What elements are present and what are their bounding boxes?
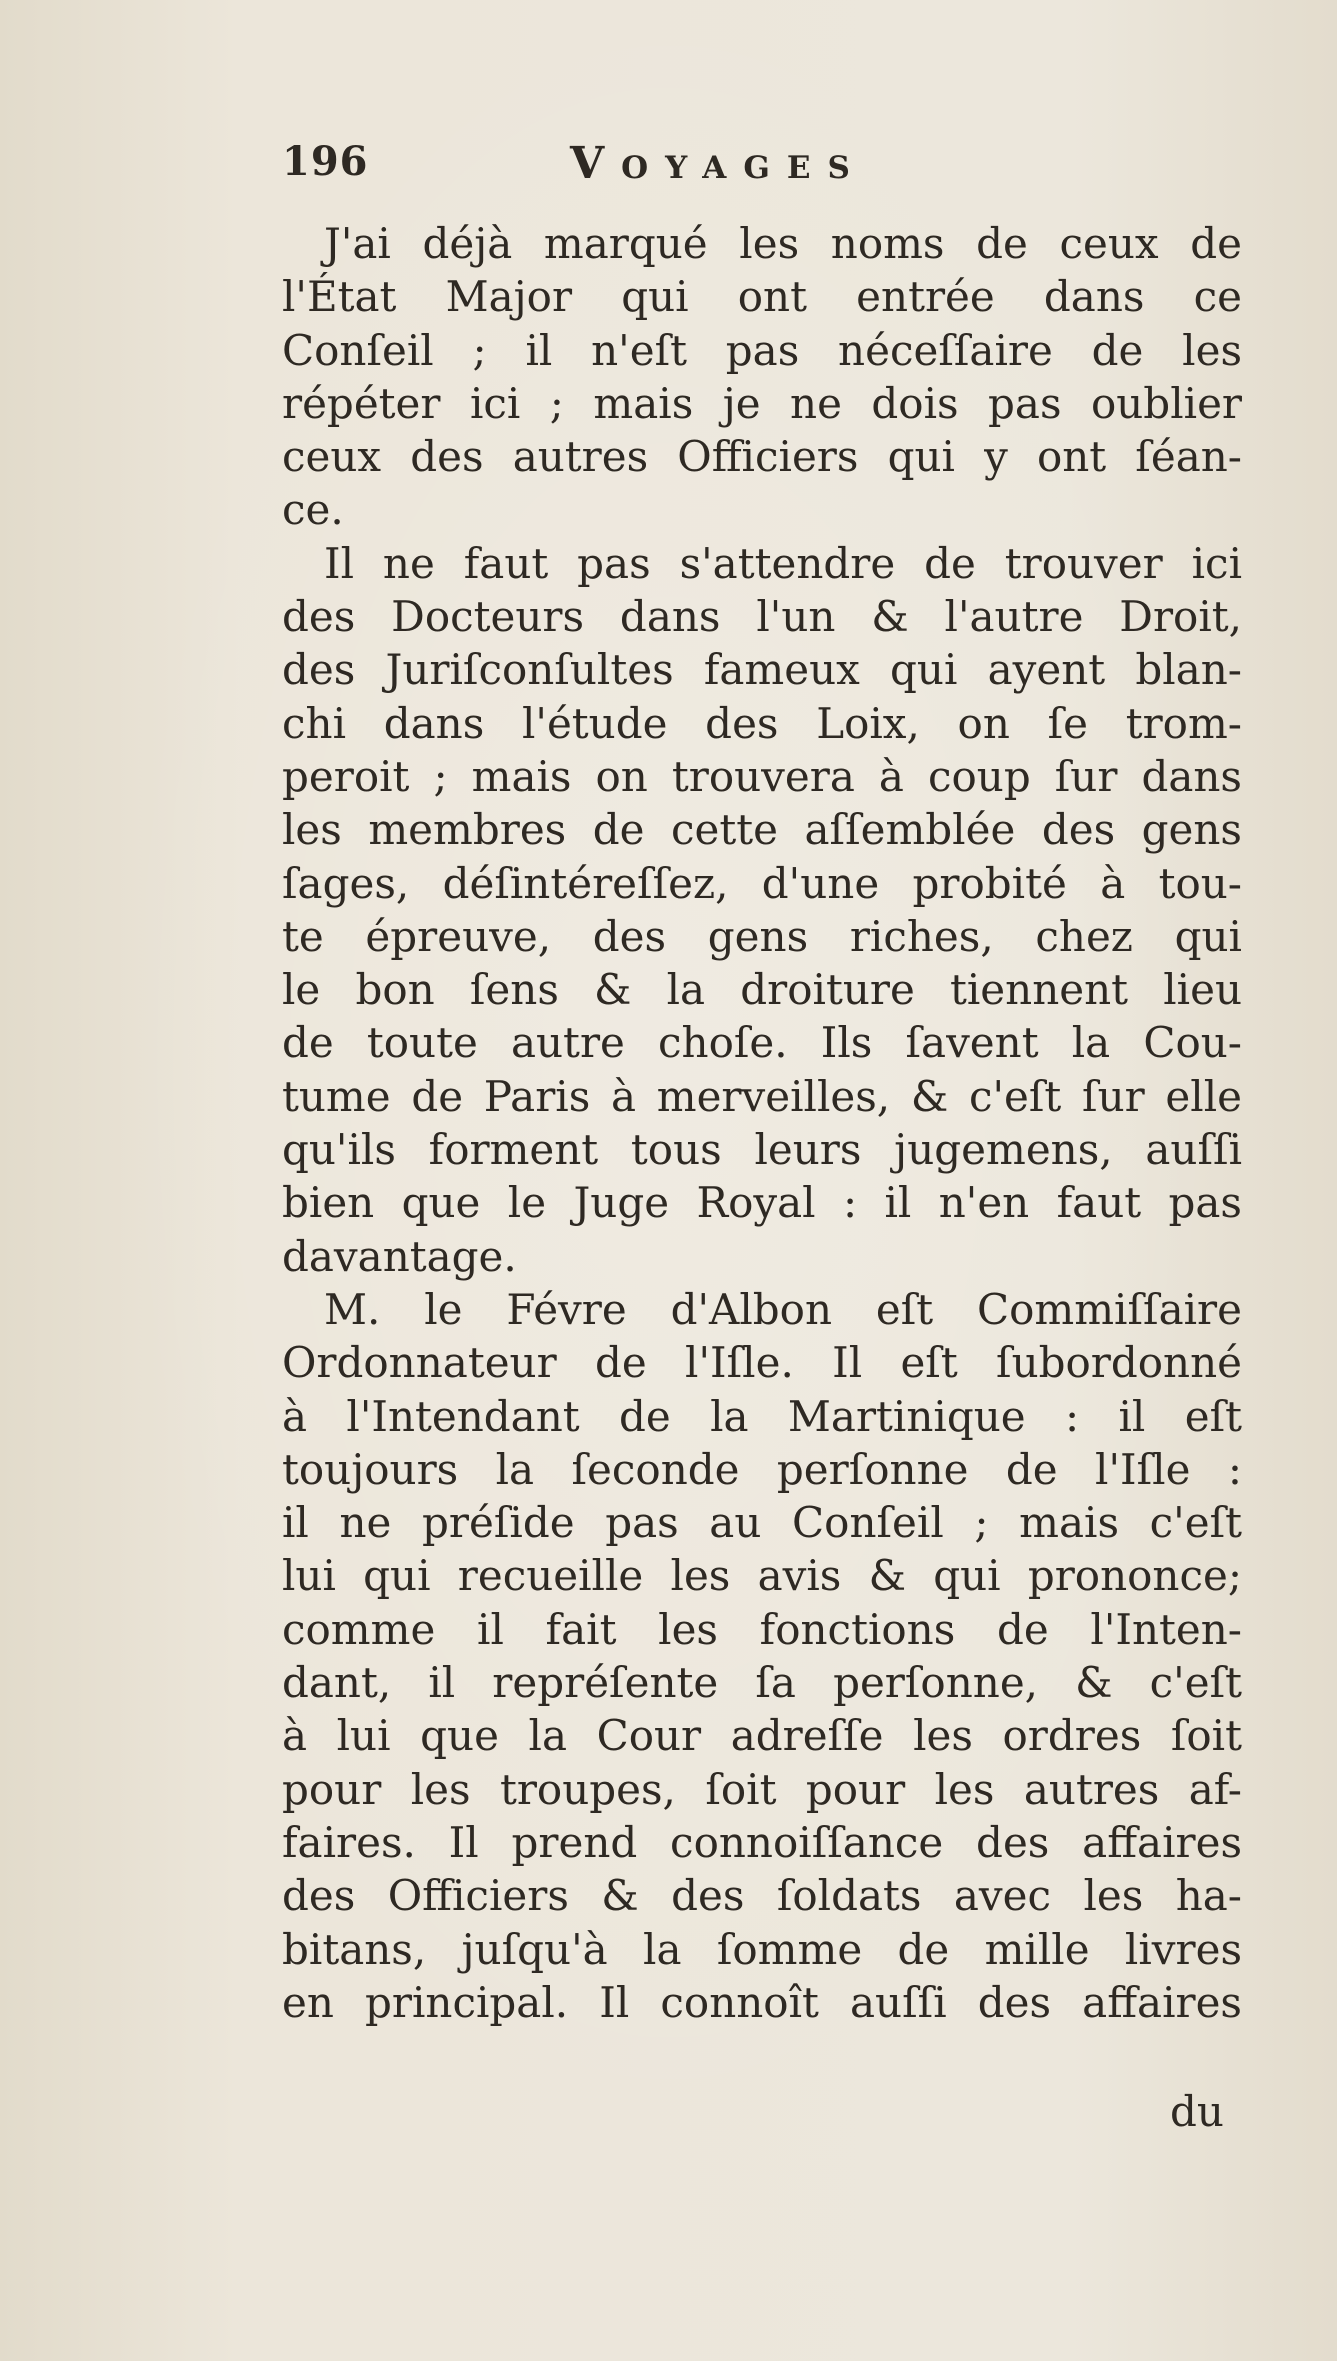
text-line: lui qui recueille les avis & qui prononce; (282, 1551, 1242, 1601)
text-line: l'État Major qui ont entrée dans ce (282, 272, 1242, 322)
text-line: des Juriſconſultes fameux qui ayent blan- (282, 645, 1242, 695)
text-line: ſages, déſintéreſſez, d'une probité à tou- (282, 858, 1242, 908)
text-line: J'ai déjà marqué les noms de ceux de (324, 219, 1242, 268)
body-text (282, 217, 1242, 2029)
catchword: du (1170, 2087, 1224, 2136)
text-line: te épreuve, des gens riches, chez qui (282, 911, 1242, 961)
text-line: à l'Intendant de la Martinique : il eſt (282, 1391, 1242, 1441)
text-line: il ne préſide pas au Conſeil ; mais c'eſt (282, 1498, 1242, 1548)
text-line: dant, il repréſente ſa perſonne, & c'eſt (282, 1658, 1242, 1708)
text-line: M. le Févre d'Albon eſt Commiſſaire (324, 1284, 1242, 1334)
text-line: des Officiers & des ſoldats avec les ha- (282, 1871, 1242, 1921)
text-line: à lui que la Cour adreſſe les ordres ſoit (282, 1711, 1242, 1761)
text-line: des Docteurs dans l'un & l'autre Droit, (282, 592, 1242, 642)
text-line: de toute autre choſe. Ils ſavent la Cou- (282, 1018, 1242, 1068)
text-line: le bon ſens & la droiture tiennent lieu (282, 965, 1242, 1015)
text-line: toujours la ſeconde perſonne de l'Iſle : (282, 1444, 1242, 1494)
text-line: pour les troupes, ſoit pour les autres af- (282, 1764, 1242, 1814)
text-line: comme il fait les fonctions de l'Inten- (282, 1604, 1242, 1654)
page-header (282, 138, 982, 208)
text-line: ceux des autres Officiers qui y ont ſéan- (282, 432, 1242, 482)
text-line: faires. Il prend connoiſſance des affaires (282, 1817, 1242, 1867)
page-number: 196 (282, 138, 369, 185)
text-line: les membres de cette aſſemblée des gens (282, 805, 1242, 855)
text-line: bien que le Juge Royal : il n'en faut pas (282, 1178, 1242, 1228)
text-line: tume de Paris à merveilles, & c'eſt ſur elle (282, 1071, 1242, 1121)
text-line: peroit ; mais on trouvera à coup ſur dans (282, 751, 1242, 801)
text-line: Ordonnateur de l'Iſle. Il eſt ſubordonné (282, 1338, 1242, 1388)
text-line: ce. (282, 485, 344, 535)
text-line: bitans, juſqu'à la ſomme de mille livres (282, 1924, 1242, 1974)
text-line: Il ne faut pas s'attendre de trouver ici (324, 538, 1242, 588)
text-line: Conſeil ; il n'eſt pas néceſſaire de les (282, 325, 1242, 375)
text-line: davantage. (282, 1231, 517, 1281)
text-line: répéter ici ; mais je ne dois pas oublier (282, 378, 1242, 428)
text-line: chi dans l'étude des Loix, on ſe trom- (282, 698, 1242, 748)
running-title: Voyages (570, 138, 867, 189)
text-line: en principal. Il connoît auſſi des affaires (282, 1977, 1242, 2027)
text-line: qu'ils forment tous leurs jugemens, auſſi (282, 1125, 1242, 1175)
